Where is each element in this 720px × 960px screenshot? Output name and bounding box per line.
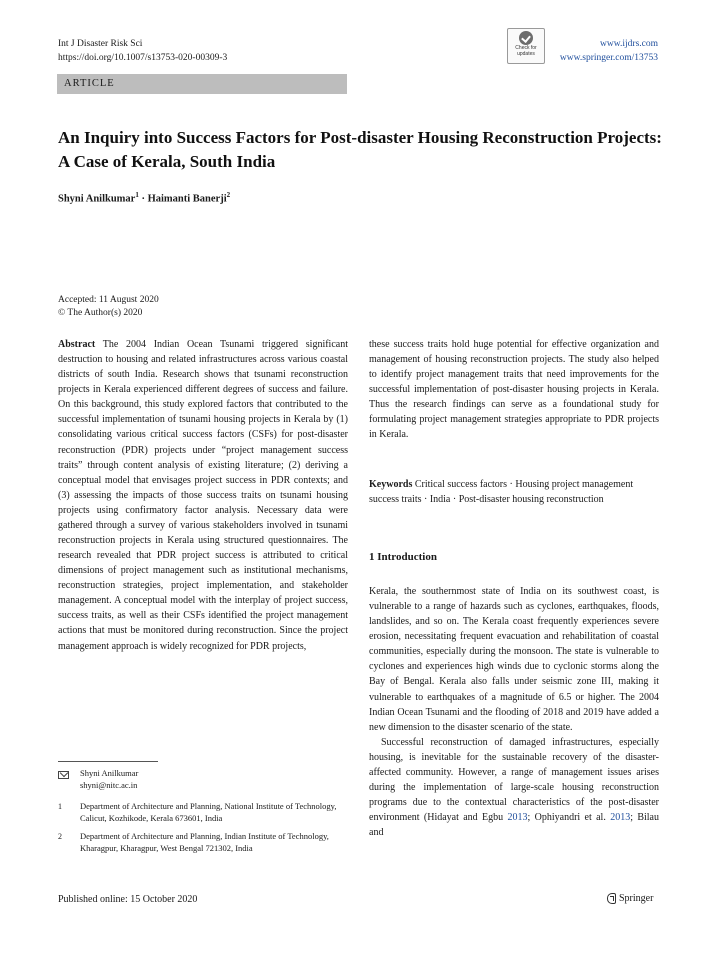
paragraph-text: Successful reconstruction of damaged infrastructures, especially housing, is inevitable for the sustainable recovery of the disaster-affected community. However, a range of management issues arises during the implementation of large-scale housing reconstruction programs due to the contextual characteristics of the post-disaster environment (Hidayat and Egbu — [369, 736, 659, 824]
footnotes — [58, 768, 348, 854]
affiliation-2 — [58, 831, 348, 854]
envelope-icon — [58, 771, 69, 779]
published-online: Published online: 15 October 2020 — [58, 894, 198, 905]
accepted-date: Accepted: 11 August 2020 — [58, 295, 159, 305]
citation-link[interactable]: 2013 — [610, 812, 631, 824]
intro-paragraph-1: Kerala, the southernmost state of India on its southwest coast, is vulnerable to a range of hazards such as cyclones, earthquakes, floods, landslides, and so on. The Kerala coast frequently experiences severe erosion, necessitating frequent evacuation and rehabilitation of coastal communities, especially during the monsoon. The state is vulnerable to cyclones and experiences high winds due to cyclonic storms along the Bay of Bengal. Kerala also falls under seismic zone III, making it vulnerable to earthquakes of a magnitude of 6.5 or higher. The 2004 Indian Ocean Tsunami and the flooding of 2018 and 2019 have added a new dimension to the disaster scenario of the state. — [369, 586, 659, 733]
citation-link[interactable]: 2013 — [507, 812, 528, 824]
affiliation-text: Department of Architecture and Planning, National Institute of Technology, Calicut, Kozhikode, Kerala 673601, India — [80, 801, 337, 823]
author-name[interactable]: Haimanti Banerji — [147, 193, 227, 205]
journal-sites — [548, 37, 658, 65]
article-type-bar: ARTICLE — [57, 74, 347, 94]
affiliation-number: 1 — [58, 802, 62, 811]
abstract-right-column: these success traits hold huge potential for effective organization and management of housing reconstruction projects. The study also helped to identify project management traits that need improvements for the successful implementation of post-disaster housing projects in Kerala. Thus the research findings can serve as a foundational study for formulating project management strategies appropriate to PDR projects in Kerala. — [369, 339, 659, 441]
site-link-ijdrs[interactable]: www.ijdrs.com — [600, 39, 658, 49]
copyright: © The Author(s) 2020 — [58, 308, 143, 318]
paper-title: An Inquiry into Success Factors for Post-disaster Housing Reconstruction Projects: A Case of Kerala, South India — [58, 128, 662, 171]
affiliation-1 — [58, 801, 348, 824]
badge-text-2: updates — [517, 50, 535, 57]
author-name[interactable]: Shyni Anilkumar — [58, 193, 136, 205]
introduction-body — [369, 584, 659, 840]
abstract-text: The 2004 Indian Ocean Tsunami triggered significant destruction to housing and related infrastructures across various coastal districts of south India. Research shows that tsunami reconstruction projects in Kerala experienced different degrees of success and failure. On this background, this study explored factors that contributed to the successful implementation of tsunami housing projects in Kerala by (1) consolidating various critical success factors (CSFs) for post-disaster reconstruction (PDR) projects under “project management success traits” through content analysis of existing literature; (2) deriving a conceptual model that envisages project success in PDR contexts; and (3) assessing the impacts of those success traits on tsunami housing projects using confirmatory factor analysis. Necessary data were gathered through a survey of various stakeholders involved in tsunami reconstruction projects in Kerala using structured questionnaires. The research revealed that PDR project success is attributed to critical dimensions of project management such as institutional mechanisms, reconstruction strategies, project implementation, and stakeholder management. A conceptual model with the interplay of project success, success traits, as well as their CSFs identified the project management actions that must be monitored during reconstruction. Since the project management approach is widely recognized for PDR projects, — [58, 339, 348, 652]
publisher-name: Springer — [619, 893, 654, 904]
section-heading-introduction: 1 Introduction — [369, 551, 437, 563]
affiliation-number: 2 — [58, 832, 62, 841]
affiliation-text: Department of Architecture and Planning, Indian Institute of Technology, Kharagpur, Kharagpur, West Bengal 721302, India — [80, 831, 329, 853]
doi-link[interactable]: https://doi.org/10.1007/s13753-020-00309-3 — [58, 53, 228, 63]
badge-text-1: Check for — [515, 45, 537, 51]
keywords-label: Keywords — [369, 479, 413, 490]
publisher-logo — [607, 893, 653, 904]
springer-horse-icon — [607, 893, 616, 904]
check-for-updates-icon — [519, 31, 533, 45]
corresponding-email[interactable]: shyni@nitc.ac.in — [80, 779, 138, 790]
affiliation-mark: 1 — [135, 191, 139, 199]
author-list — [58, 191, 230, 205]
paragraph-text: ; Ophiyandri et al. — [527, 812, 611, 824]
intro-paragraph-2 — [369, 735, 659, 841]
corresponding-name: Shyni Anilkumar — [80, 768, 139, 778]
site-link-springer[interactable]: www.springer.com/13753 — [559, 53, 658, 63]
journal-name: Int J Disaster Risk Sci — [58, 39, 143, 49]
keywords — [369, 477, 659, 507]
corresponding-author — [58, 768, 348, 791]
abstract-left-column — [58, 337, 348, 654]
paragraph-text: ; Bilau and — [369, 812, 659, 839]
check-for-updates-badge[interactable] — [507, 28, 545, 64]
footnote-divider — [58, 761, 158, 762]
abstract-label: Abstract — [58, 339, 96, 350]
running-header — [58, 37, 227, 65]
author-separator: · — [138, 193, 148, 205]
keywords-text: Critical success factors · Housing project management success traits · India · Post-disaster housing reconstruction — [369, 479, 634, 506]
affiliation-mark: 2 — [226, 191, 231, 199]
article-meta — [58, 294, 159, 320]
